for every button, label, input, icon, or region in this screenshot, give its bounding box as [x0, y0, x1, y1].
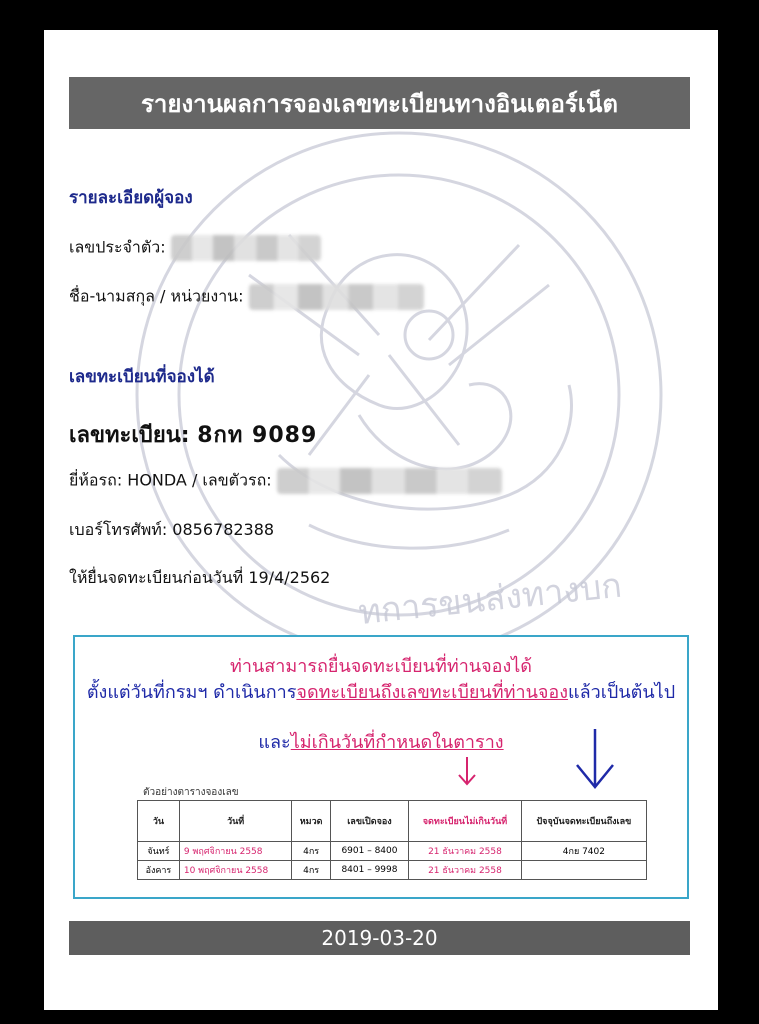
vehicle-brand-label: ยี่ห้อรถ: HONDA / เลขตัวรถ:	[69, 470, 272, 490]
table-header-row	[138, 801, 647, 842]
registration-info-box	[73, 635, 689, 899]
col-date: วันที่	[179, 801, 292, 842]
redacted-chassis-number	[277, 468, 502, 494]
col-open-range: เลขเปิดจอง	[330, 801, 408, 842]
plate-number-row	[69, 417, 317, 452]
table-cell: จันทร์	[138, 842, 180, 861]
deadline-value: 19/4/2562	[248, 568, 331, 587]
col-register-deadline: จดทะเบียนไม่เกินวันที่	[409, 801, 522, 842]
info-line-3-highlight: ไม่เกินวันที่กำหนดในตาราง	[290, 732, 504, 753]
table-cell: 4กร	[292, 861, 330, 880]
col-day: วัน	[138, 801, 180, 842]
table-cell: 4กย 7402	[521, 842, 646, 861]
name-label: ชื่อ-นามสกุล / หน่วยงาน:	[69, 286, 244, 306]
report-date-footer: 2019-03-20	[69, 921, 690, 955]
info-line-1: ท่านสามารถยื่นจดทะเบียนที่ท่านจองได้	[230, 656, 532, 677]
table-cell: 21 ธันวาคม 2558	[409, 842, 522, 861]
report-title: รายงานผลการจองเลขทะเบียนทางอินเตอร์เน็ต	[69, 77, 690, 129]
booker-details-heading: รายละเอียดผู้จอง	[69, 188, 193, 208]
info-line-2-start: ตั้งแต่วันที่กรมฯ ดำเนินการ	[86, 682, 297, 703]
vehicle-row	[69, 468, 502, 494]
deadline-row	[69, 566, 330, 591]
booked-plate-heading: เลขทะเบียนที่จองได้	[69, 367, 215, 387]
blue-arrow-icon	[577, 729, 613, 787]
table-row	[138, 861, 647, 880]
table-row	[138, 842, 647, 861]
table-cell: 9 พฤศจิกายน 2558	[179, 842, 292, 861]
plate-value: 8กท 9089	[197, 423, 318, 448]
phone-row	[69, 518, 274, 543]
table-cell: อังคาร	[138, 861, 180, 880]
info-line-3-start: และ	[258, 732, 291, 753]
report-page	[44, 30, 718, 1010]
table-cell: 4กร	[292, 842, 330, 861]
info-line-2-end: แล้วเป็นต้นไป	[568, 682, 676, 703]
table-cell: 21 ธันวาคม 2558	[409, 861, 522, 880]
redacted-id-number	[171, 235, 321, 261]
table-cell: 8401 – 9998	[330, 861, 408, 880]
id-number-label: เลขประจำตัว:	[69, 237, 166, 257]
table-cell: 6901 – 8400	[330, 842, 408, 861]
table-caption: ตัวอย่างตารางจองเลข	[143, 787, 239, 798]
svg-text:ทการขนส่งทางบก: ทการขนส่งทางบก	[356, 565, 624, 634]
phone-label: เบอร์โทรศัพท์:	[69, 520, 168, 539]
col-category: หมวด	[292, 801, 330, 842]
deadline-label: ให้ยื่นจดทะเบียนก่อนวันที่	[69, 568, 244, 587]
red-arrow-icon	[459, 757, 475, 784]
example-booking-table	[137, 800, 647, 880]
redacted-name	[249, 284, 424, 310]
table-cell	[521, 861, 646, 880]
plate-label: เลขทะเบียน:	[69, 423, 190, 448]
phone-value: 0856782388	[172, 520, 275, 539]
table-cell: 10 พฤศจิกายน 2558	[179, 861, 292, 880]
id-number-row	[69, 235, 321, 261]
col-current-number: ปัจจุบันจดทะเบียนถึงเลข	[521, 801, 646, 842]
name-row	[69, 284, 424, 310]
info-line-2-highlight: จดทะเบียนถึงเลขทะเบียนที่ท่านจอง	[296, 682, 569, 703]
